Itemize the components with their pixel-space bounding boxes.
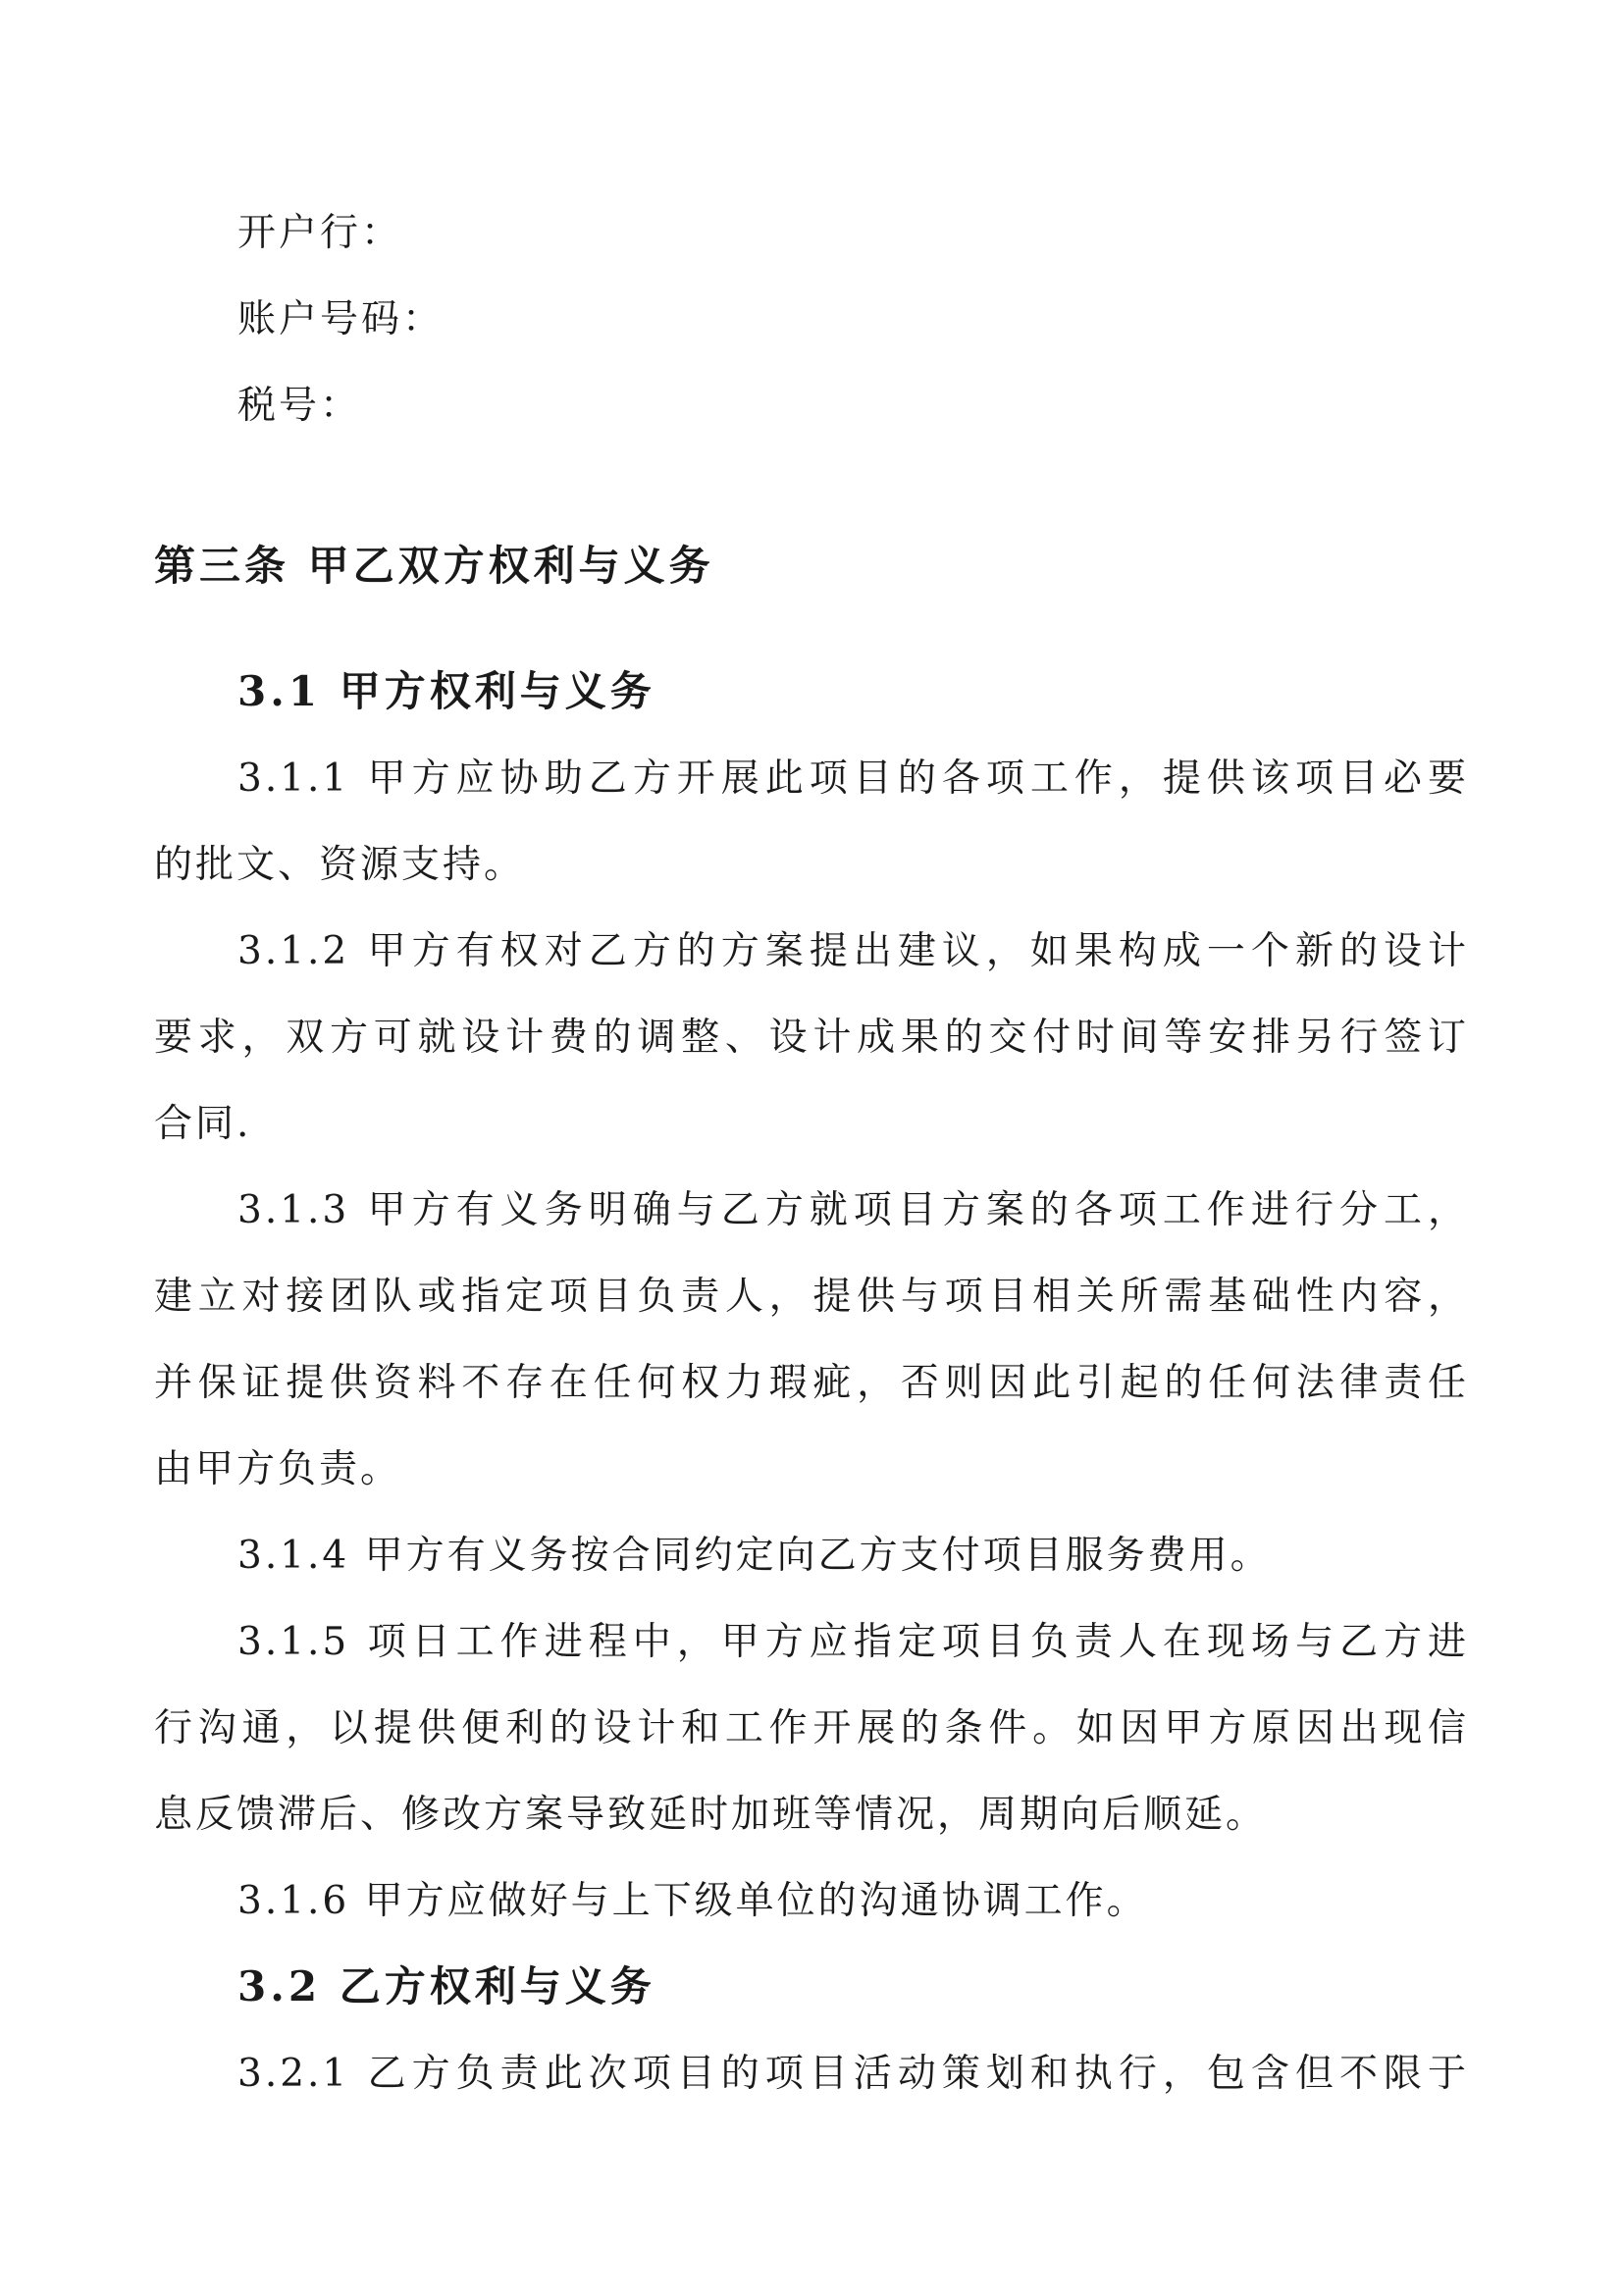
clause-3-1-5-line-3: 息反馈滞后、修改方案导致延时加班等情况，周期向后顺延。: [154, 1793, 1268, 1837]
clause-3-1-4-line-1: 3.1.4 甲方有义务按合同约定向乙方支付项目服务费用。: [237, 1534, 1272, 1578]
section-heading-3-2: 3.2 乙方权利与义务: [237, 1962, 655, 2010]
clause-3-1-5-line-1: 3.1.5 项日工作进程中，甲方应指定项目负责人在现场与乙方进: [237, 1620, 1469, 1664]
article-heading: 第三条 甲乙双方权利与义务: [154, 542, 714, 590]
clause-3-1-2-line-2: 要求，双方可就设计费的调整、设计成果的交付时间等安排另行签订: [154, 1016, 1469, 1060]
clause-3-1-5-line-2: 行沟通，以提供便利的设计和工作开展的条件。如因甲方原因出现信: [154, 1706, 1469, 1750]
clause-3-1-3-line-2: 建立对接团队或指定项目负责人，提供与项目相关所需基础性内容，: [154, 1275, 1469, 1319]
account-number-field-label: 账户号码：: [237, 297, 445, 341]
tax-number-field-label: 税号：: [237, 384, 362, 428]
clause-3-1-1-line-1: 3.1.1 甲方应协助乙方开展此项目的各项工作，提供该项目必要: [237, 757, 1469, 801]
clause-3-1-3-line-1: 3.1.3 甲方有义务明确与乙方就项目方案的各项工作进行分工，: [237, 1188, 1469, 1232]
clause-3-1-6-line-1: 3.1.6 甲方应做好与上下级单位的沟通协调工作。: [237, 1879, 1148, 1923]
clause-3-1-1-line-2: 的批文、资源支持。: [154, 843, 526, 887]
clause-3-2-1-line-1: 3.2.1 乙方负责此次项目的项目活动策划和执行，包含但不限于: [237, 2052, 1469, 2096]
section-heading-3-1: 3.1 甲方权利与义务: [237, 667, 655, 715]
clause-3-1-3-line-3: 并保证提供资料不存在任何权力瑕疵，否则因此引起的任何法律责任: [154, 1361, 1469, 1405]
clause-3-1-3-line-4: 由甲方负责。: [154, 1447, 402, 1491]
clause-3-1-2-line-3: 合同.: [154, 1102, 252, 1146]
bank-field-label: 开户行：: [237, 211, 403, 255]
clause-3-1-2-line-1: 3.1.2 甲方有权对乙方的方案提出建议，如果构成一个新的设计: [237, 929, 1469, 973]
